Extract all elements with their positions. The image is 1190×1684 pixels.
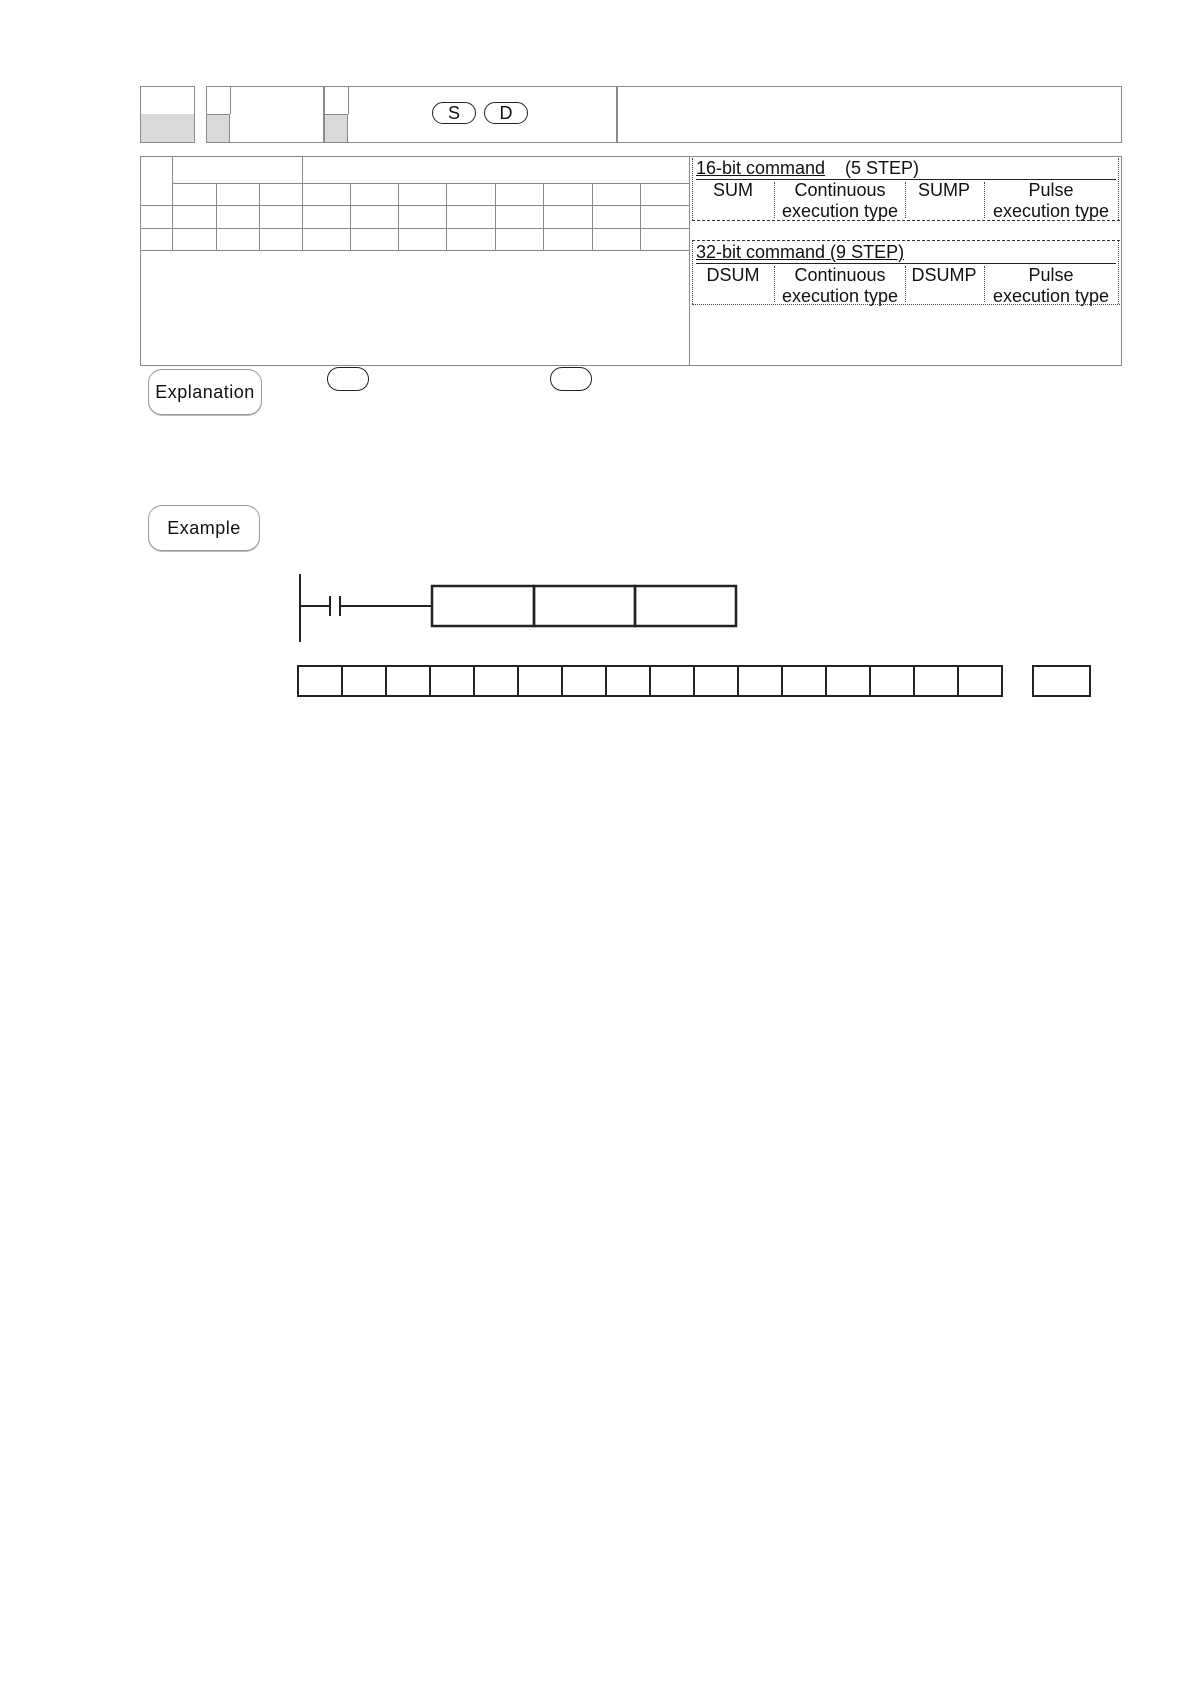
cmd32-pulse-mnemonic: DSUMP	[911, 265, 977, 285]
cmd32-bottom-rule	[692, 304, 1120, 305]
bit-cell	[518, 666, 562, 696]
device-col-line	[302, 156, 303, 251]
instruction-box-mnemonic	[432, 586, 534, 626]
cmd32-cont-mnemonic: DSUM	[706, 265, 760, 285]
cmd16-right-dots	[1118, 158, 1119, 220]
cmd16-bottom-rule	[692, 220, 1120, 221]
bit-cell	[914, 666, 958, 696]
cmd16-block	[692, 158, 1120, 222]
device-row-line	[140, 228, 690, 229]
device-col-line	[216, 183, 217, 251]
result-register-cell	[1032, 665, 1091, 697]
cmd32-left-dots	[692, 240, 693, 304]
api-number-cell	[140, 86, 195, 143]
operand-flag-shade	[325, 114, 348, 142]
instruction-box-dest	[635, 586, 736, 626]
cmd32-right-dots	[1118, 240, 1119, 304]
device-table	[140, 156, 690, 366]
bit-register	[297, 665, 1003, 697]
bit-cell	[386, 666, 430, 696]
device-row-line	[140, 205, 690, 206]
api-number-shade	[141, 114, 194, 142]
device-col-line	[592, 183, 593, 251]
cmd32-top-rule	[692, 240, 1120, 241]
cmd16-cont-type-1: Continuous	[794, 180, 886, 200]
bit-cell	[430, 666, 474, 696]
cmd16-left-dots	[692, 158, 693, 220]
function-cell	[617, 86, 1122, 143]
device-col-line	[495, 183, 496, 251]
explanation-heading: Explanation	[148, 369, 262, 415]
cmd32-pulse-type-1: Pulse	[1028, 265, 1074, 285]
device-col-line	[543, 183, 544, 251]
cmd32-cont-type-1: Continuous	[794, 265, 886, 285]
cmd32-title-rule	[696, 263, 1116, 264]
ladder-diagram	[290, 570, 750, 644]
operand-s-pill	[327, 367, 369, 391]
device-col-line	[640, 183, 641, 251]
cmd16-cont-mnemonic: SUM	[713, 180, 753, 200]
cmd16-pulse-type-1: Pulse	[1028, 180, 1074, 200]
device-row-line	[172, 183, 690, 184]
bit-cell	[826, 666, 870, 696]
bit-cell	[474, 666, 518, 696]
operand-cell	[324, 86, 617, 143]
cmd16-title: 16-bit command	[696, 158, 826, 178]
cmd32-pulse-type-2: execution type	[992, 286, 1110, 306]
mnemonic-flag-shade	[207, 114, 230, 142]
bit-register-cells	[297, 665, 1003, 697]
device-col-line	[172, 156, 173, 251]
bit-cell	[694, 666, 738, 696]
device-row-line	[140, 250, 690, 251]
mnemonic-flag-divider	[230, 87, 231, 114]
device-col-line	[350, 183, 351, 251]
operand-d-pill	[550, 367, 592, 391]
bit-cell	[958, 666, 1002, 696]
device-col-line	[398, 183, 399, 251]
device-col-line	[259, 183, 260, 251]
mnemonic-cell	[206, 86, 324, 143]
device-col-line	[446, 183, 447, 251]
operand-flag-divider	[348, 87, 349, 114]
cmd16-steps: (5 STEP)	[845, 158, 920, 178]
cmd16-cont-type-2: execution type	[781, 201, 899, 221]
operand-d-badge: D	[484, 102, 528, 124]
bit-cell	[298, 666, 342, 696]
example-heading: Example	[148, 505, 260, 551]
header-gap	[195, 86, 206, 143]
bit-cell	[650, 666, 694, 696]
cmd32-title: 32-bit command (9 STEP)	[696, 242, 905, 262]
instruction-box-source	[534, 586, 635, 626]
bit-cell	[738, 666, 782, 696]
bit-cell	[870, 666, 914, 696]
cmd32-cont-type-2: execution type	[781, 286, 899, 306]
bit-cell	[562, 666, 606, 696]
bit-cell	[342, 666, 386, 696]
operand-s-badge: S	[432, 102, 476, 124]
bit-cell	[782, 666, 826, 696]
cmd16-pulse-mnemonic: SUMP	[917, 180, 970, 200]
cmd16-pulse-type-2: execution type	[992, 201, 1110, 221]
bit-cell	[606, 666, 650, 696]
cmd32-block	[692, 240, 1120, 306]
